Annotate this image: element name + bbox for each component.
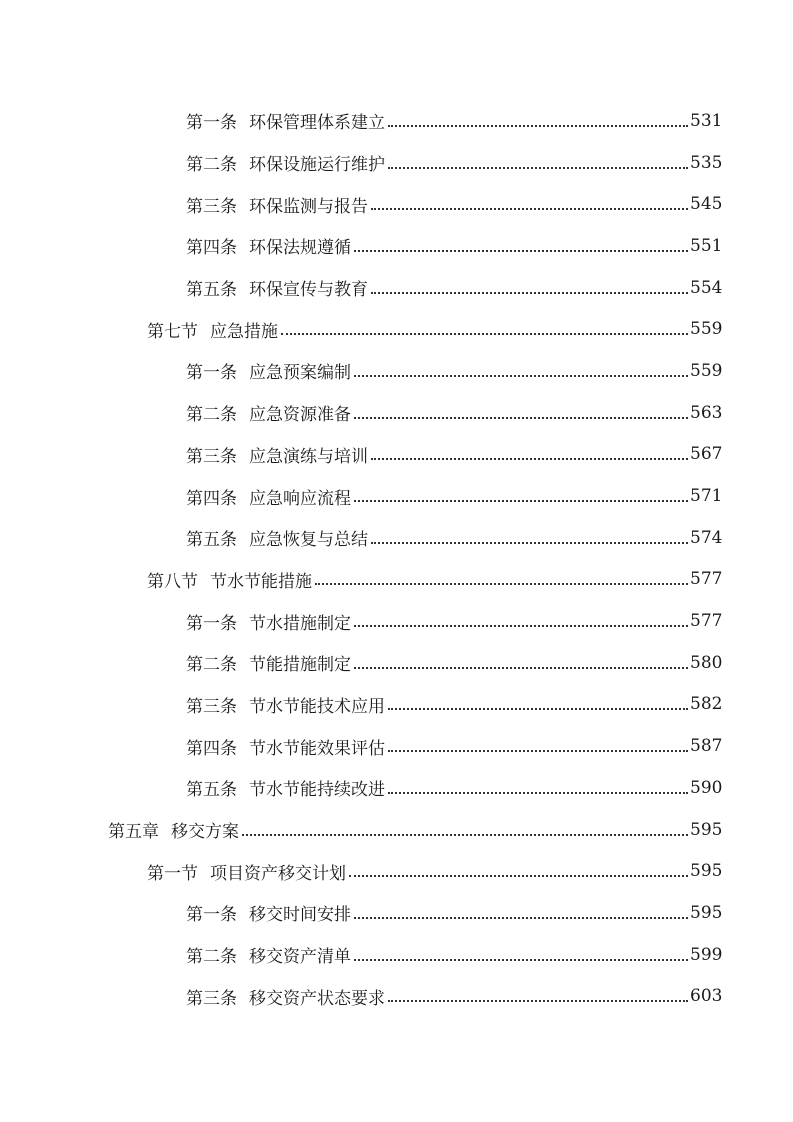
toc-entry-page-number: 580 — [690, 652, 723, 673]
toc-entry-number: 第二条 — [186, 405, 237, 426]
dot-leader — [354, 917, 688, 919]
toc-entry-number: 第五条 — [186, 280, 237, 301]
toc-entry-title: 环保管理体系建立 — [249, 113, 385, 134]
dot-leader — [281, 333, 688, 335]
dot-leader — [354, 625, 688, 627]
toc-entry-page-number: 545 — [690, 194, 723, 215]
dot-leader — [388, 167, 688, 169]
toc-entry-title: 移交时间安排 — [249, 905, 351, 926]
dot-leader — [354, 375, 688, 377]
toc-entry-number: 第四条 — [186, 738, 237, 759]
toc-entry-page-number: 577 — [690, 569, 723, 590]
toc-entry-page-number: 599 — [690, 944, 723, 965]
toc-entry-number: 第四条 — [186, 238, 237, 259]
dot-leader — [388, 750, 688, 752]
toc-entry[interactable] — [0, 684, 793, 726]
toc-entry[interactable] — [0, 809, 793, 851]
toc-entry[interactable] — [0, 600, 793, 642]
toc-entry[interactable] — [0, 725, 793, 767]
toc-entry-title: 移交资产状态要求 — [249, 988, 385, 1009]
toc-entry[interactable] — [0, 850, 793, 892]
dot-leader — [354, 959, 688, 961]
toc-entry-page-number: 571 — [690, 486, 723, 507]
dot-leader — [349, 875, 688, 877]
toc-entry[interactable] — [0, 142, 793, 184]
toc-entry-page-number: 559 — [690, 360, 723, 381]
toc-entry-title: 节水节能效果评估 — [249, 738, 385, 759]
toc-entry[interactable] — [0, 100, 793, 142]
toc-entry[interactable] — [0, 767, 793, 809]
toc-entry-number: 第二条 — [186, 947, 237, 968]
toc-entry[interactable] — [0, 475, 793, 517]
toc-entry-page-number: 595 — [690, 902, 723, 923]
toc-entry-title: 应急资源准备 — [249, 405, 351, 426]
toc-entry-title: 应急响应流程 — [249, 488, 351, 509]
toc-entry-title: 应急预案编制 — [249, 363, 351, 384]
toc-entry-page-number: 590 — [690, 777, 723, 798]
toc-entry-title: 移交资产清单 — [249, 947, 351, 968]
toc-entry-title: 应急演练与培训 — [249, 446, 368, 467]
toc-entry-number: 第七节 — [147, 321, 198, 342]
toc-entry-page-number: 577 — [690, 611, 723, 632]
toc-entry-page-number: 595 — [690, 819, 723, 840]
toc-entry-title: 应急措施 — [210, 321, 278, 342]
toc-entry[interactable] — [0, 934, 793, 976]
toc-entry-page-number: 563 — [690, 402, 723, 423]
toc-entry-title: 节能措施制定 — [249, 655, 351, 676]
toc-entry-number: 第五章 — [108, 822, 159, 843]
toc-entry-number: 第五条 — [186, 530, 237, 551]
dot-leader — [388, 1000, 688, 1002]
toc-entry-page-number: 535 — [690, 152, 723, 173]
toc-entry-title: 移交方案 — [171, 822, 239, 843]
toc-entry-title: 应急恢复与总结 — [249, 530, 368, 551]
toc-entry-title: 节水节能持续改进 — [249, 780, 385, 801]
toc-entry-page-number: 587 — [690, 736, 723, 757]
toc-entry[interactable] — [0, 350, 793, 392]
toc-entry-number: 第一条 — [186, 363, 237, 384]
toc-entry-page-number: 559 — [690, 319, 723, 340]
dot-leader — [242, 834, 688, 836]
toc-entry[interactable] — [0, 392, 793, 434]
toc-entry-page-number: 582 — [690, 694, 723, 715]
toc-entry-title: 环保监测与报告 — [249, 196, 368, 217]
toc-entry[interactable] — [0, 267, 793, 309]
toc-entry-number: 第三条 — [186, 446, 237, 467]
toc-entry-number: 第二条 — [186, 155, 237, 176]
dot-leader — [371, 458, 688, 460]
table-of-contents — [0, 100, 793, 1017]
toc-entry-number: 第八节 — [147, 571, 198, 592]
toc-entry-page-number: 567 — [690, 444, 723, 465]
toc-entry-page-number: 595 — [690, 861, 723, 882]
toc-entry-title: 节水措施制定 — [249, 613, 351, 634]
toc-entry-page-number: 574 — [690, 527, 723, 548]
toc-entry-number: 第一节 — [147, 863, 198, 884]
toc-entry[interactable] — [0, 434, 793, 476]
dot-leader — [315, 583, 688, 585]
toc-entry-number: 第二条 — [186, 655, 237, 676]
toc-entry-number: 第一条 — [186, 905, 237, 926]
toc-entry-page-number: 554 — [690, 277, 723, 298]
toc-entry-number: 第四条 — [186, 488, 237, 509]
toc-entry[interactable] — [0, 225, 793, 267]
dot-leader — [354, 417, 688, 419]
toc-entry[interactable] — [0, 642, 793, 684]
toc-entry-title: 环保法规遵循 — [249, 238, 351, 259]
toc-entry[interactable] — [0, 308, 793, 350]
dot-leader — [354, 667, 688, 669]
toc-entry[interactable] — [0, 183, 793, 225]
toc-entry-page-number: 551 — [690, 235, 723, 256]
toc-entry-number: 第三条 — [186, 696, 237, 717]
toc-entry[interactable] — [0, 975, 793, 1017]
toc-entry-number: 第五条 — [186, 780, 237, 801]
dot-leader — [371, 208, 688, 210]
toc-entry-title: 项目资产移交计划 — [210, 863, 346, 884]
toc-entry-number: 第一条 — [186, 113, 237, 134]
toc-entry-number: 第三条 — [186, 988, 237, 1009]
toc-entry[interactable] — [0, 892, 793, 934]
dot-leader — [354, 500, 688, 502]
toc-entry-page-number: 531 — [690, 110, 723, 131]
toc-entry-number: 第一条 — [186, 613, 237, 634]
toc-entry-page-number: 603 — [690, 986, 723, 1007]
toc-entry-number: 第三条 — [186, 196, 237, 217]
toc-entry[interactable] — [0, 559, 793, 601]
toc-entry-title: 节水节能措施 — [210, 571, 312, 592]
dot-leader — [388, 708, 688, 710]
dot-leader — [371, 292, 688, 294]
toc-entry[interactable] — [0, 517, 793, 559]
dot-leader — [354, 250, 688, 252]
toc-entry-title: 环保设施运行维护 — [249, 155, 385, 176]
dot-leader — [388, 125, 688, 127]
toc-entry-title: 节水节能技术应用 — [249, 696, 385, 717]
dot-leader — [388, 792, 688, 794]
dot-leader — [371, 542, 688, 544]
toc-entry-title: 环保宣传与教育 — [249, 280, 368, 301]
